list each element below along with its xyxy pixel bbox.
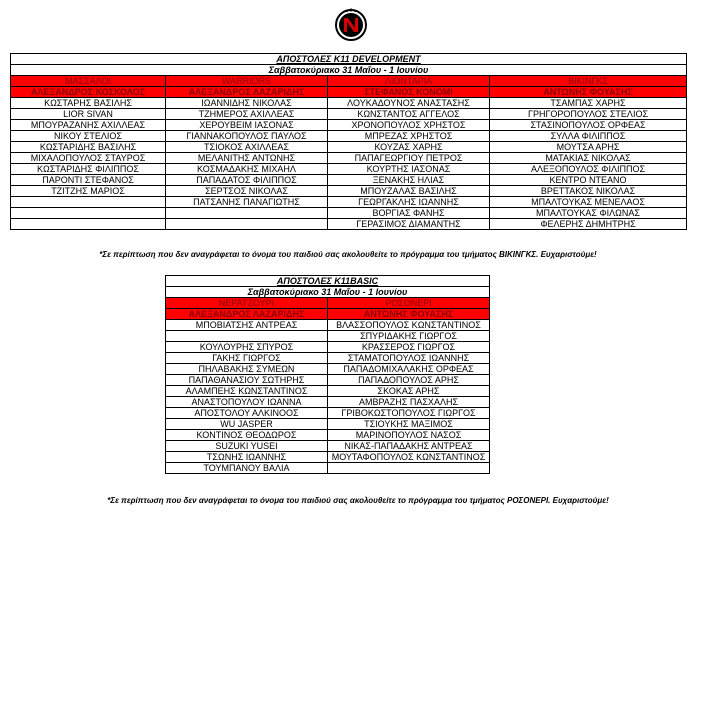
table-row [166,364,490,375]
player-cell: ΚΩΣΤΑΡΙΔΗΣ ΦΙΛΙΠΠΟΣ [11,164,166,175]
player-cell: ΤΣΑΜΠΑΣ ΧΑΡΗΣ [490,98,687,109]
player-cell: ΚΕΝΤΡΟ ΝΤΕΑΝΟ [490,175,687,186]
player-cell: ΝΙΚΟΥ ΣΤΕΛΙΟΣ [11,131,166,142]
player-cell: ΤΖΙΤΖΗΣ ΜΑΡΙΟΣ [11,186,166,197]
player-cell: ΓΡΙΒΟΚΩΣΤΟΠΟΥΛΟΣ ΓΙΩΡΓΟΣ [328,408,490,419]
table-row [166,331,490,342]
player-cell: ΜΕΛΑΝΙΤΗΣ ΑΝΤΩΝΗΣ [166,153,328,164]
basic-table [165,275,490,474]
player-cell [166,208,328,219]
club-logo [334,6,368,42]
table-subtitle: Σαββατοκύριακο 31 Μαΐου - 1 Ιουνίου [11,65,687,76]
player-cell: ΓΙΑΝΝΑΚΟΠΟΥΛΟΣ ΠΑΥΛΟΣ [166,131,328,142]
player-cell: ΒΟΡΓΙΑΣ ΦΑΝΗΣ [328,208,490,219]
player-cell [11,208,166,219]
player-cell: ΓΑΚΗΣ ΓΙΩΡΓΟΣ [166,353,328,364]
player-cell: ΠΑΠΑΔΟΜΙΧΑΛΑΚΗΣ ΟΡΦΕΑΣ [328,364,490,375]
table-row [11,186,687,197]
table-row [11,120,687,131]
player-cell: ΜΠΑΛΤΟΥΚΑΣ ΦΙΛΩΝΑΣ [490,208,687,219]
player-cell: WU JASPER [166,419,328,430]
team-header: ΒΙΚΙΝΓΚΣ [490,76,687,87]
table-row [11,208,687,219]
player-cell: ΣΕΡΤΣΟΣ ΝΙΚΟΛΑΣ [166,186,328,197]
player-cell: ΜΟΥΤΣΑ ΑΡΗΣ [490,142,687,153]
player-cell: ΝΙΚΑΣ-ΠΑΠΑΔΑΚΗΣ ΑΝΤΡΕΑΣ [328,441,490,452]
player-cell: SUZUKI YUSEI [166,441,328,452]
player-cell [328,463,490,474]
table-subtitle: Σαββατοκύριακο 31 Μαΐου - 1 Ιουνίου [166,287,490,298]
table-row [166,397,490,408]
team-header: ΜΑΣΣΑΛΟΙ [11,76,166,87]
player-cell: ΜΙΧΑΛΟΠΟΥΛΟΣ ΣΤΑΥΡΟΣ [11,153,166,164]
table-row [166,452,490,463]
team-header: ΝΕΡΑΤΖΟΥΡΙ [166,298,328,309]
player-cell: ΑΛΕΞΟΠΟΥΛΟΣ ΦΙΛΙΠΠΟΣ [490,164,687,175]
table-row [11,109,687,120]
coach-header: ΑΝΤΩΝΗΣ ΦΟΥΑΣΗΣ [490,87,687,98]
table-row [166,320,490,331]
table-row [11,142,687,153]
player-cell: ΠΑΠΑΔΟΠΟΥΛΟΣ ΑΡΗΣ [328,375,490,386]
player-cell: ΣΥΛΛΑ ΦΙΛΙΠΠΟΣ [490,131,687,142]
player-cell: ΤΟΥΜΠΑΝΟΥ ΒΑΛΙΑ [166,463,328,474]
player-cell: ΤΣΙΟΚΟΣ ΑΧΙΛΛΕΑΣ [166,142,328,153]
player-cell: ΠΑΡΟΝΤΙ ΣΤΕΦΑΝΟΣ [11,175,166,186]
player-cell: ΤΖΗΜΕΡΟΣ ΑΧΙΛΛΕΑΣ [166,109,328,120]
table-row [11,164,687,175]
table-row [166,408,490,419]
player-cell: ΑΛΑΜΠΕΗΣ ΚΩΝΣΤΑΝΤΙΝΟΣ [166,386,328,397]
player-cell: ΓΕΩΡΓΑΚΛΗΣ ΙΩΑΝΝΗΣ [328,197,490,208]
table-row [11,219,687,230]
table-row [11,197,687,208]
player-cell: ΓΕΡΑΣΙΜΟΣ ΔΙΑΜΑΝΤΗΣ [328,219,490,230]
table-row [11,131,687,142]
player-cell [166,219,328,230]
team-header: ΡΟΣΟΝΕΡΙ [328,298,490,309]
player-cell: ΜΑΤΑΚΙΑΣ ΝΙΚΟΛΑΣ [490,153,687,164]
basic-note: *Σε περίπτωση που δεν αναγράφεται το όνομα του παιδιού σας ακολουθείτε το πρόγραμμα του τμήματος ΡΟΣΟΝΕΡΙ. Ευχαριστούμε! [107,496,609,505]
player-cell: ΠΑΠΑΔΑΤΟΣ ΦΙΛΙΠΠΟΣ [166,175,328,186]
player-cell: ΚΟΝΤΙΝΟΣ ΘΕΟΔΩΡΟΣ [166,430,328,441]
table-row [166,386,490,397]
table-row [166,353,490,364]
player-cell: ΚΩΝΣΤΑΝΤΟΣ ΑΓΓΕΛΟΣ [328,109,490,120]
player-cell: ΠΑΠΑΘΑΝΑΣΙΟΥ ΣΩΤΗΡΗΣ [166,375,328,386]
player-cell: ΚΩΣΤΑΡΙΔΗΣ ΒΑΣΙΛΗΣ [11,142,166,153]
coach-header: ΑΛΕΞΑΝΔΡΟΣ ΛΑΖΑΡΙΔΗΣ [166,87,328,98]
player-cell: ΑΝΑΣΤΟΠΟΥΛΟΥ ΙΩΑΝΝΑ [166,397,328,408]
player-cell [11,197,166,208]
player-cell: ΒΛΑΣΣΟΠΟΥΛΟΣ ΚΩΝΣΤΑΝΤΙΝΟΣ [328,320,490,331]
team-header: WARRIORS [166,76,328,87]
player-cell: ΚΟΥΖΑΣ ΧΑΡΗΣ [328,142,490,153]
player-cell [11,219,166,230]
table-row [166,419,490,430]
player-cell: ΣΤΑΣΙΝΟΠΟΥΛΟΣ ΟΡΦΕΑΣ [490,120,687,131]
player-cell: ΤΣΩΝΗΣ ΙΩΑΝΝΗΣ [166,452,328,463]
player-cell: ΜΠΑΛΤΟΥΚΑΣ ΜΕΝΕΛΑΟΣ [490,197,687,208]
player-cell: ΧΕΡΟΥΒΕΙΜ ΙΑΣΟΝΑΣ [166,120,328,131]
table-row [11,175,687,186]
player-cell: ΒΡΕΤΤΑΚΟΣ ΝΙΚΟΛΑΣ [490,186,687,197]
table-row [166,375,490,386]
player-cell: ΦΕΛΕΡΗΣ ΔΗΜΗΤΡΗΣ [490,219,687,230]
player-cell: ΞΕΝΑΚΗΣ ΗΛΙΑΣ [328,175,490,186]
player-cell: ΚΟΥΛΟΥΡΗΣ ΣΠΥΡΟΣ [166,342,328,353]
player-cell: ΜΠΟΥΖΑΛΑΣ ΒΑΣΙΛΗΣ [328,186,490,197]
coach-header: ΑΛΕΞΑΝΔΡΟΣ ΛΑΖΑΡΙΔΗΣ [166,309,328,320]
player-cell: ΜΑΡΙΝΟΠΟΥΛΟΣ ΝΑΣΟΣ [328,430,490,441]
development-note: *Σε περίπτωση που δεν αναγράφεται το όνομα του παιδιού σας ακολουθείτε το πρόγραμμα του τμήματος ΒΙΚΙΝΓΚΣ. Ευχαριστούμε! [99,250,597,259]
player-cell: ΚΟΥΡΤΗΣ ΙΑΣΟΝΑΣ [328,164,490,175]
player-cell: LIOR SIVAN [11,109,166,120]
table-row [166,463,490,474]
player-cell: ΠΑΠΑΓΕΩΡΓΙΟΥ ΠΕΤΡΟΣ [328,153,490,164]
table-title: ΑΠΟΣΤΟΛΕΣ Κ11BASIC [166,276,490,287]
player-cell: ΚΩΣΤΑΡΗΣ ΒΑΣΙΛΗΣ [11,98,166,109]
table-row [166,342,490,353]
player-cell: ΠΑΤΣΑΝΗΣ ΠΑΝΑΓΙΩΤΗΣ [166,197,328,208]
table-title: ΑΠΟΣΤΟΛΕΣ Κ11 DEVELOPMENT [11,54,687,65]
player-cell: ΜΟΥΤΑΦΟΠΟΥΛΟΣ ΚΩΝΣΤΑΝΤΙΝΟΣ [328,452,490,463]
player-cell: ΜΠΡΕΖΑΣ ΧΡΗΣΤΟΣ [328,131,490,142]
coach-header: ΑΛΕΞΑΝΔΡΟΣ ΚΟΣΚΟΛΟΣ [11,87,166,98]
development-table [10,53,687,230]
player-cell: ΜΠΟΒΙΑΤΣΗΣ ΑΝΤΡΕΑΣ [166,320,328,331]
player-cell: ΓΡΗΓΟΡΟΠΟΥΛΟΣ ΣΤΕΛΙΟΣ [490,109,687,120]
player-cell: ΣΤΑΜΑΤΟΠΟΥΛΟΣ ΙΩΑΝΝΗΣ [328,353,490,364]
player-cell: ΣΚΟΚΑΣ ΑΡΗΣ [328,386,490,397]
player-cell: ΛΟΥΚΑΔΟΥΝΟΣ ΑΝΑΣΤΑΣΗΣ [328,98,490,109]
player-cell: ΤΣΙΟΥΚΗΣ ΜΑΞΙΜΟΣ [328,419,490,430]
player-cell: ΚΟΣΜΑΔΑΚΗΣ ΜΙΧΑΗΛ [166,164,328,175]
player-cell: ΠΗΛΑΒΑΚΗΣ ΣΥΜΕΩΝ [166,364,328,375]
player-cell: ΚΡΑΣΣΕΡΟΣ ΓΙΩΡΓΟΣ [328,342,490,353]
table-row [166,430,490,441]
player-cell: ΜΠΟΥΡΑΖΑΝΗΣ ΑΧΙΛΛΕΑΣ [11,120,166,131]
player-cell: ΧΡΟΝΟΠΟΥΛΟΣ ΧΡΗΣΤΟΣ [328,120,490,131]
team-header: ΛΙΟΝΤΑΡΙΑ [328,76,490,87]
table-row [11,153,687,164]
table-row [166,441,490,452]
coach-header: ΑΝΤΩΝΗΣ ΦΟΥΑΣΗΣ [328,309,490,320]
coach-header: ΣΤΕΦΑΝΟΣ ΚΟΝΟΜΙ [328,87,490,98]
player-cell: ΙΩΑΝΝΙΔΗΣ ΝΙΚΟΛΑΣ [166,98,328,109]
player-cell: ΑΜΒΡΑΖΗΣ ΠΑΣΧΑΛΗΣ [328,397,490,408]
player-cell [166,331,328,342]
table-row [11,98,687,109]
player-cell: ΑΠΟΣΤΟΛΟΥ ΑΛΚΙΝΟΟΣ [166,408,328,419]
player-cell: ΣΠΥΡΙΔΑΚΗΣ ΓΙΩΡΓΟΣ [328,331,490,342]
